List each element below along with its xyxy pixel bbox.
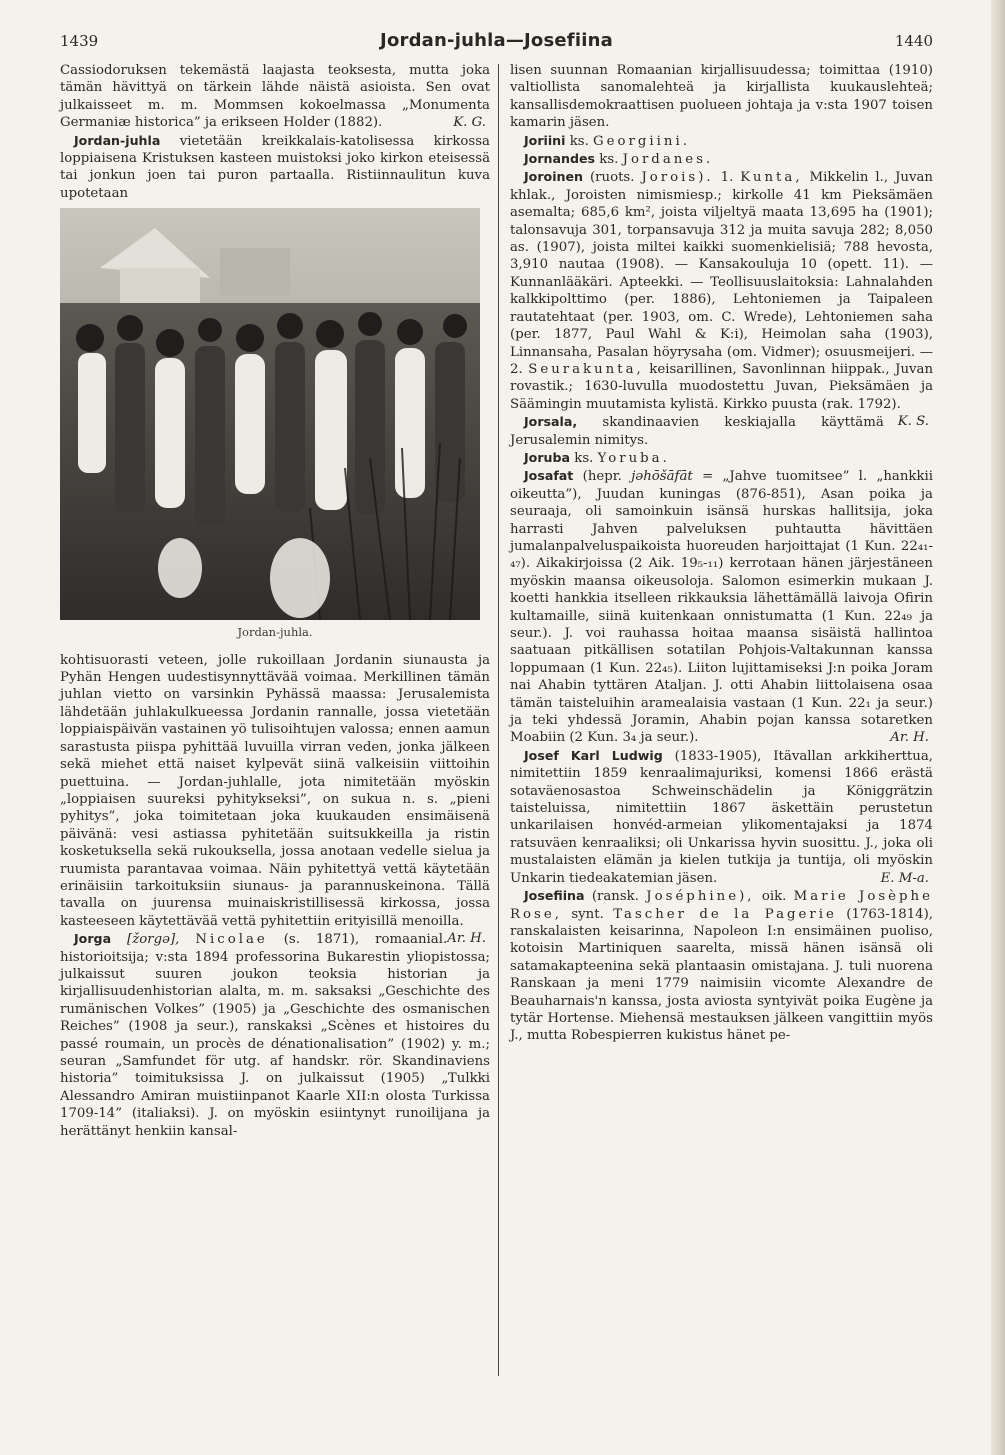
author-signature: E. M-a.: [880, 870, 929, 886]
entry-josef-karl-ludwig: Josef Karl Ludwig (1833-1905), Itävallan arkkiherttua, nimitettiin 1859 kenraalimajuriksi, komensi 1866 erästä sotaväenosastoa Schweinschädelin ja Königgrätzin taisteluissa, nimitettiin 1867 äskettäin perustetun unkarilaisen honvéd-armeian ylikomentajaksi ja 1874 ratsuväen kenraaliksi; oli Unkarissa hyvin suosittu. J., joka oli mustalaisten elämän ja kielen tutkija ja tuntija, oli myöskin Unkarin tiedeakatemian jäsen. E. M-a.: [510, 747, 933, 886]
entry-jorsala: Jorsala, skandinaavien keskiajalla käyttämä Jerusalemin nimitys.: [510, 414, 884, 448]
entry-headword: Jorga: [74, 931, 112, 947]
entry-joruba: Joruba ks. Yoruba.: [524, 449, 670, 466]
paragraph-jorga-continued: lisen suunnan Romaanian kirjallisuudessa; toimittaa (1910) valtiollista sanomalehteä ja kirjallista kuukauslehteä; kansallisdemokraattisen puolueen johtaja ja v:sta 1907 toisen kamarin jäsen.: [510, 63, 933, 131]
entry-joroinen: Joroinen (ruots. Jorois). 1. Kunta, Mikkelin l., Juvan khlak., Joroisten nimismiesp.; kirkolle 41 km Pieksämäen asemalta; 685,6 km², joista viljeltyä maata 13,695 ha (1901); talonsavuja 301, torpansavuja 312 ja muita savuja 282; 8,050 as. (1907), joista miltei kaikki suomenkielisiä; 788 hevosta, 3,910 nautaa (1908). — Kansakouluja 10 (opett. 11). — Kunnanlääkäri. Apteekki. — Teollisuuslaitoksia: Lahnalahden kalkkipolttimo (per. 1886), Lehtoniemen ja Taipaleen rautatehtaat (per. 1903, om. C. Wrede), Lehtoniemen saha (per. 1877, Paul Wahl & K:i), Heimolan saha (1903), Linnansaha, Pasalan höyrysaha (om. Vidmer); osuusmeijeri. — 2. Seurakunta, keisarillinen, Savonlinnan hiippak., Juvan rovastik.; 1630-luvulla muodostettu Juvan, Pieksämäen ja Säämingin muutamista kylistä. Kirkko puusta (rak. 1792). K. S.: [510, 169, 934, 430]
paragraph-jordan-continued: kohtisuorasti veteen, jolle rukoillaan Jordanin siunausta ja Pyhän Hengen uudestisynnyttävää voimaa. Merkillinen tämän juhlan vietto on varsinkin Pyhässä maassa: Jerusalemista lähdetään juhlakulkueessa Jordanin rannalle, jossa vietetään loppiaispäivän vastainen yö tulisoihtujen valossa; ennen aamun sarastusta piispa pyhittää luvuilla virran veden, jonka jälkeen sekä miehet että naiset kylpevät siinä valkeisiin viittoihin puettuina. — Jordan-juhlalle, jota nimitetään myöskin „loppiaisen suureksi pyhitykseksi”, on sukua n. s. „pieni pyhitys”, joka toimitetaan joka kuukauden ensimäisenä päivänä: vesi astiassa pyhitetään suitsukkeilla ja ristin kosketuksella sekä rukouksella, jossa anotaan vedelle sielua ja ruumista parantavaa voimaa. Näin pyhitettyä vettä käytetään erinäisiin tarkoituksiin siunaus- ja parannuskeinona. Tällä tavalla on juurensa muinaiskristillisessä kirkossa, jossa kasteeseen käytettävää vettä pyhitettiin erityisillä menoilla. Ar. H.: [60, 652, 490, 947]
book-spine-edge: [991, 0, 1005, 1455]
entry-josafat: Josafat (hepr. jəhōšāfāt = „Jahve tuomitsee” l. „hankkii oikeutta”), Juudan kuningas (876-851), Asan poika ja seuraaja, oli samoinkuin isänsä hurskas hallitsija, joka harrasti Jahven palveluksen puhtautta hävittäen jumalanpalveluspaikoista huoreuden harjoittajat (1 Kun. 22₄₁-₄₇). Aikakirjoissa (2 Aik. 19₅-₁₁) kerrotaan hänen järjestäneen myöskin maansa oikeusoloja. Salomon esimerkin mukaan J. koetti hankkia itselleen rikkauksia lähettämällä laivoja Ofirin kultamaille, siinä kuitenkaan onnistumatta (1 Kun. 22₄₉ ja seur.). J. voi rauhassa hoitaa maansa sisäistä hallintoa saatuaan pitkällisen sotatilan Pohjois-Valtakunnan kanssa loppumaan (1 Kun. 22₄₅). Liiton lujittamiseksi J:n poika Joram nai Ahabin tyttären Ataljan. J. otti Ahabin liittolaisena osaa tämän taisteluihin aramealaisia vastaan (1 Kun. 22₁ ja seur.) ja teki yhdessä Joramin, Ahabin pojan kanssa sotaretken Moabiin (2 Kun. 3₄ ja seur.). Ar. H.: [510, 468, 934, 746]
column-divider: [498, 64, 499, 1376]
author-signature: Ar. H.: [890, 730, 929, 746]
running-title: Jordan-juhla—Josefiina: [380, 30, 613, 51]
entry-jorga: Jorga [žorgə], Nicolae (s. 1871), romaanial. historioitsija; v:sta 1894 professorina Bukarestin yliopistossa; julkaissut suuren joukon teoksia historian ja kirjallisuudenhistorian alalta, m. m. saksaksi „Geschichte des rumänischen Volkes” (1905) ja „Geschichte des osmanischen Reiches” (1908 ja seur.), ranskaksi „Scènes et histoires du passé roumain, un procès de dénationalisation” (1902) y. m.; seuran „Samfundet för utg. af handskr. rör. Skandinaviens historia” toimituksissa J. on julkaissut (1905) „Tulkki Alessandro Amiran muistiinpanot Kaarle XII:n olosta Turkissa 1709-14” (italiaksi). J. on myöskin esiintynyt runoilijana ja herättänyt henkiin kansal-: [60, 931, 490, 1139]
entry-headword: Joriini: [524, 132, 566, 148]
author-signature: Ar. H.: [447, 931, 486, 947]
right-column: [510, 62, 933, 1045]
entry-jornandes: Jornandes ks. Jordanes.: [524, 151, 714, 168]
paragraph-cassiodorus: Cassiodoruksen tekemästä laajasta teoksesta, mutta joka tämän hävittyä on tärkein lähde näistä asioista. Sen ovat julkaisseet m. m. Mommsen kokoelmassa „Monumenta Germaniæ historica” ja erikseen Holder (1882). K. G.: [60, 63, 490, 131]
entry-headword: Jornandes: [524, 151, 596, 167]
entry-headword: Josafat: [524, 468, 574, 484]
entry-headword: Joroinen: [524, 169, 583, 185]
entry-joriini: Joriini ks. Georgiini.: [524, 132, 690, 149]
left-column: [60, 62, 490, 1140]
author-signature: K. S.: [897, 414, 929, 430]
entry-jordan-juhla: Jordan-juhla vietetään kreikkalais-katolisessa kirkossa loppiaisena Kristuksen kasteen muistoksi joko kirkon eteisessä tai jonkun joen tai puron partaalla. Ristiinnaulitun kuva upotetaan: [60, 132, 490, 201]
entry-josefiina: Josefiina (ransk. Joséphine), oik. Marie Josèphe Rose, synt. Tascher de la Pagerie (1763-1814), ranskalaisten keisarinna, Napoleon I:n ensimäinen puoliso, kotoisin Martiniquen saarelta, missä hänen isänsä oli satamakapteenina sekä plantaasin omistajana. J. tuli nuorena Ranskaan ja meni 1779 naimisiin vicomte Alexandre de Beauharnais'n kanssa, josta aviosta syntyivät poika Eugène ja tytär Hortense. Miehensä mestauksen jälkeen vangittiin myös J., mutta Robespierren kukistus hänet pe-: [510, 888, 934, 1044]
page-number-right: 1440: [894, 32, 933, 50]
page-header: [60, 30, 933, 56]
entry-headword: Josef Karl Ludwig: [524, 747, 663, 763]
entry-headword: Joruba: [524, 449, 571, 465]
figure-caption: Jordan-juhla.: [237, 625, 313, 640]
entry-headword: Josefiina: [524, 888, 585, 904]
entry-headword: Jorsala,: [524, 414, 578, 430]
entry-headword: Jordan-juhla: [74, 132, 161, 148]
page-number-left: 1439: [60, 32, 99, 50]
jordan-juhla-photo: [60, 208, 480, 620]
author-signature: K. G.: [453, 115, 486, 131]
